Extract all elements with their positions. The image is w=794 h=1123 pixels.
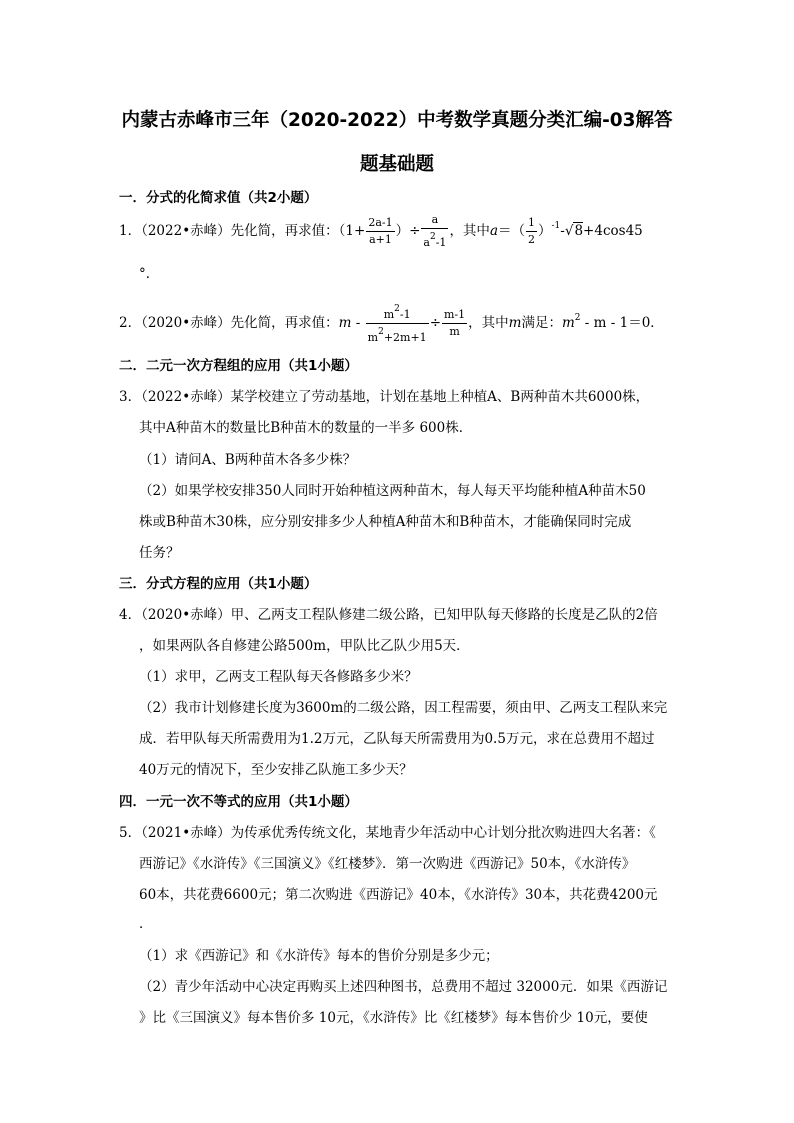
q1-fraction-1 <box>366 216 394 247</box>
q2-minus: - <box>351 315 365 331</box>
q1-frac2-den-base: a <box>423 236 430 249</box>
section-heading-2: 二．二元一次方程组的应用（共1小题） <box>119 358 358 374</box>
q1-eq: ＝（ <box>498 223 525 239</box>
doc-title-line2: 题基础题 <box>359 154 434 175</box>
q2-f1-den-sup: 2 <box>378 327 384 337</box>
q1-minus: - <box>560 223 565 239</box>
q2-m: m <box>338 315 352 331</box>
q4-line2: ，如果两队各自修建公路500m，甲队比乙队少用5天． <box>139 638 470 654</box>
q4-sub2-line2: 成．若甲队每天所需费用为1.2万元，乙队每天所需费用为0.5万元，求在总费用不超过 <box>139 731 655 747</box>
q2-prefix: 2．（2020•赤峰）先化简，再求值： <box>119 315 339 331</box>
question-1 <box>119 213 643 250</box>
q1-mid: ，其中 <box>449 223 490 239</box>
q1-frac1-num: 2a-1 <box>366 216 394 232</box>
q3-sub2-line3: 任务？ <box>139 545 180 561</box>
q1-sqrt-sign: √ <box>564 223 574 239</box>
q1-radicand: 8 <box>574 223 584 239</box>
q5-line3: 60本，共花费6600元；第二次购进《西游记》40本，《水浒传》30本，共花费4200元 <box>139 887 658 903</box>
q1-frac2-num: a <box>421 213 448 229</box>
q1-var-a: a <box>489 223 498 239</box>
q3-line2: 其中A种苗木的数量比B种苗木的数量的一半多 600株． <box>139 420 473 436</box>
q1-frac1-den: a+1 <box>369 233 392 246</box>
q4-sub1: （1）求甲，乙两支工程队每天各修路多少米？ <box>139 669 418 685</box>
q2-f1-den-tail: +2m+1 <box>383 331 427 344</box>
q5-line1: 5．（2021•赤峰）为传承优秀传统文化，某地青少年活动中心计划分批次购进四大名著：《 <box>119 825 656 841</box>
q2-cond: 满足： <box>521 315 562 331</box>
q1-tail: +4cos45 <box>583 223 643 239</box>
q4-sub2-line1: （2）我市计划修建长度为3600m的二级公路，因工程需要，须由甲、乙两支工程队来完 <box>139 700 668 716</box>
q2-f1-num-tail: -1 <box>399 308 411 321</box>
q3-sub2-line2: 株或B种苗木30株，应分别安排多少人种植A种苗木和B种苗木，才能确保同时完成 <box>139 514 632 530</box>
q2-mid: ，其中 <box>468 315 509 331</box>
q2-fraction-1 <box>366 302 429 345</box>
q1-continuation: °． <box>139 266 160 282</box>
section-heading-1: 一．分式的化简求值（共2小题） <box>119 190 318 206</box>
q5-sub2-line2: 》比《三国演义》每本售价多 10元，《水浒传》比《红楼梦》每本售价少 10元，要使 <box>139 1010 648 1026</box>
q1-frac2-den <box>421 229 448 250</box>
q2-eq-tail: - m - 1＝0． <box>580 315 664 331</box>
q3-sub2-line1: （2）如果学校安排350人同时开始种植这两种苗木，每人每天平均能种植A种苗木50 <box>139 483 646 499</box>
q2-f1-num <box>366 302 429 324</box>
q1-close: ） <box>538 223 552 239</box>
q4-line1: 4．（2020•赤峰）甲、乙两支工程队修建二级公路，已知甲队每天修路的长度是乙队的2倍 <box>119 607 658 623</box>
q1-open: （1+ <box>338 223 366 239</box>
q1-half-num: 1 <box>526 216 537 232</box>
q3-sub1: （1）请问A、B两种苗木各多少株？ <box>139 452 357 468</box>
q3-line1: 3．（2022•赤峰）某学校建立了劳动基地，计划在基地上种植A、B两种苗木共6000株， <box>119 389 650 405</box>
q5-sub2-line1: （2）青少年活动中心决定再购买上述四种图书，总费用不超过 32000元．如果《西游记 <box>139 979 668 995</box>
q2-f2-num: m-1 <box>442 308 467 324</box>
doc-title-line1: 内蒙古赤峰市三年（2020-2022）中考数学真题分类汇编-03解答 <box>121 110 673 131</box>
q1-div: ）÷ <box>395 223 421 239</box>
q1-frac2-den-sup: 2 <box>429 232 436 242</box>
q2-eq-sup: 2 <box>574 313 581 323</box>
q1-fraction-2 <box>421 213 448 250</box>
q5-line2: 西游记》《水浒传》《三国演义》《红楼梦》．第一次购进《西游记》50本，《水浒传》 <box>139 856 636 872</box>
q5-line4: ． <box>139 916 153 932</box>
q2-eq-m: m <box>561 315 575 331</box>
q1-half <box>526 216 537 247</box>
q2-fraction-2 <box>442 308 467 339</box>
section-heading-3: 三．分式方程的应用（共1小题） <box>119 576 318 592</box>
q2-f1-num-m: m <box>383 308 395 321</box>
q2-var-m: m <box>508 315 522 331</box>
q2-f1-den-m: m <box>367 331 379 344</box>
q2-f2-den: m <box>449 325 460 338</box>
q1-exp: -1 <box>551 221 561 231</box>
q2-f1-num-sup: 2 <box>394 304 400 314</box>
q1-half-den: 2 <box>528 233 535 246</box>
q4-sub2-line3: 40万元的情况下，至少安排乙队施工多少天？ <box>139 762 413 778</box>
q1-prefix: 1．（2022•赤峰）先化简，再求值： <box>119 223 339 239</box>
q2-div: ÷ <box>429 315 441 331</box>
section-heading-4: 四．一元一次不等式的应用（共1小题） <box>119 794 358 810</box>
q2-f1-den <box>366 324 429 345</box>
q1-frac2-den-tail: -1 <box>435 236 447 249</box>
question-2 <box>119 302 664 345</box>
q5-sub1: （1）求《西游记》和《水浒传》每本的售价分别是多少元； <box>139 948 499 964</box>
